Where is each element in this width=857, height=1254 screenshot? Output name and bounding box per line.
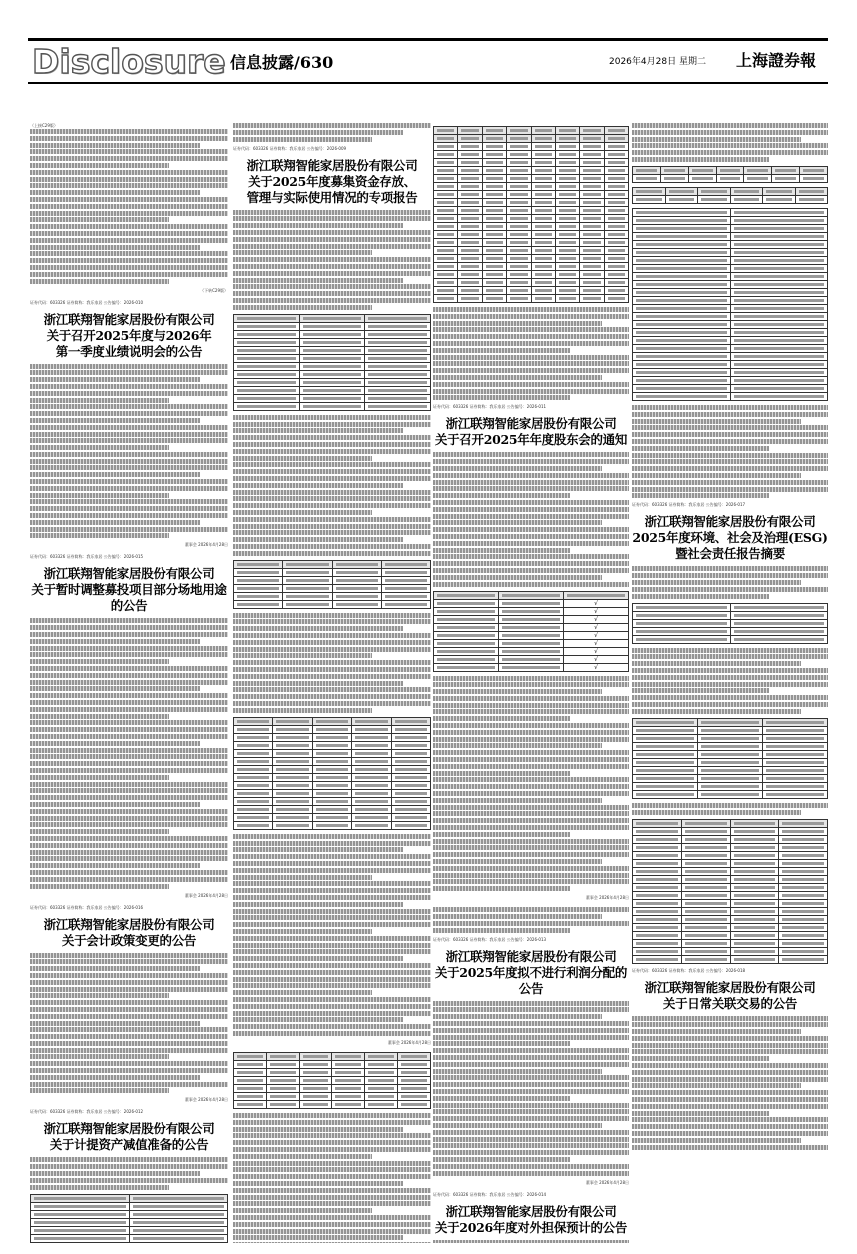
text-block: [233, 210, 431, 310]
data-table: [632, 166, 828, 183]
check-mark: √: [564, 607, 629, 615]
text-block: [30, 129, 228, 284]
announcement-meta: 证券代码：603326 证券简称：我乐家居 公告编号：2026-017: [632, 502, 746, 508]
check-mark: √: [564, 655, 629, 663]
signature: 董事会 2026年4月28日: [184, 1097, 228, 1103]
check-mark: √: [564, 639, 629, 647]
data-table: [632, 187, 828, 204]
signature: 董事会 2026年4月28日: [387, 1039, 431, 1045]
text-block: [433, 307, 629, 400]
text-block: [30, 1157, 228, 1189]
signature: 董事会 2026年4月28日: [184, 892, 228, 898]
company-info-table: [632, 208, 828, 401]
announcement-meta: 证券代码：603326 证券简称：我乐家居 公告编号：2026-015: [30, 554, 144, 560]
signature: 董事会 2026年4月28日: [184, 542, 228, 548]
text-block: [433, 907, 629, 932]
announcement-meta: 证券代码：603326 证券简称：我乐家居 公告编号：2026-011: [433, 404, 547, 410]
data-table: [632, 819, 828, 964]
text-block: [632, 123, 828, 162]
announcement-meta: 证券代码：603326 证券简称：我乐家居 公告编号：2026-018: [632, 967, 746, 973]
announcement-meta: 证券代码：603326 证券简称：我乐家居 公告编号：2026-016: [30, 904, 144, 910]
announcement-title: 浙江联翔智能家居股份有限公司 关于2025年度募集资金存放、 管理与实际使用情况的专项报告: [246, 157, 418, 205]
announcement-title: 浙江联翔智能家居股份有限公司 关于召开2025年年度股东会的通知: [434, 416, 628, 448]
text-block: [632, 648, 828, 714]
masthead-bottom-rule: [28, 82, 828, 84]
masthead-top-rule: [28, 38, 828, 41]
check-mark: √: [564, 663, 629, 671]
announcement-title: 浙江联翔智能家居股份有限公司 关于计提资产减值准备的公告: [43, 1121, 215, 1153]
text-block: [233, 123, 431, 142]
masthead: [28, 38, 828, 86]
text-block: [233, 1113, 431, 1243]
check-mark: √: [564, 623, 629, 631]
column-1: [30, 123, 228, 1243]
text-block: [433, 452, 629, 586]
signature: 董事会 2026年4月28日: [585, 1179, 629, 1185]
text-block: [30, 618, 228, 888]
column-4: [632, 123, 828, 1243]
text-block: [233, 415, 431, 556]
brand-wordmark: Disclosure: [32, 42, 226, 81]
column-3: [433, 123, 629, 1243]
signature: 董事会 2026年4月28日: [585, 895, 629, 901]
text-block: [433, 1001, 629, 1176]
continued-note: （上接C29版）: [30, 123, 58, 128]
announcement-title: 浙江联翔智能家居股份有限公司 关于日常关联交易的公告: [644, 979, 816, 1011]
section-title: 信息披露/630: [230, 53, 334, 72]
text-block: [632, 1016, 828, 1150]
data-table: [233, 560, 431, 609]
check-mark: √: [564, 631, 629, 639]
text-block: [632, 405, 828, 498]
check-mark: √: [564, 599, 629, 607]
text-block: [233, 834, 431, 1036]
data-table: [632, 718, 828, 799]
text-block: [233, 613, 431, 713]
data-table: [433, 126, 629, 303]
data-table: [233, 314, 431, 411]
text-block: [30, 953, 228, 1094]
announcement-meta: 证券代码：603326 证券简称：我乐家居 公告编号：2026-010: [30, 299, 144, 305]
text-block: [30, 364, 228, 539]
issue-date: 2026年4月28日 星期二: [609, 57, 706, 67]
announcement-meta: 证券代码：603326 证券简称：我乐家居 公告编号：2026-013: [433, 936, 547, 942]
signature: （下转C29版）: [200, 287, 228, 293]
announcement-title: 浙江联翔智能家居股份有限公司 关于2026年度对外担保预计的公告: [434, 1203, 628, 1235]
proposal-table: [433, 591, 629, 672]
text-block: [433, 1240, 629, 1243]
data-table: [233, 717, 431, 830]
data-table: [30, 1194, 228, 1243]
data-table: [233, 1052, 431, 1109]
announcement-title: 浙江联翔智能家居股份有限公司 2025年度环境、社会及治理(ESG) 暨社会责任报告摘要: [632, 514, 828, 562]
announcement-title: 浙江联翔智能家居股份有限公司 关于会计政策变更的公告: [43, 916, 215, 948]
check-mark: √: [564, 615, 629, 623]
announcement-meta: 证券代码：603326 证券简称：我乐家居 公告编号：2026-012: [30, 1109, 144, 1115]
data-table: [632, 603, 828, 644]
announcement-meta: 证券代码：603326 证券简称：我乐家居 公告编号：2026-009: [233, 145, 347, 151]
announcement-title: 浙江联翔智能家居股份有限公司 关于召开2025年度与2026年 第一季度业绩说明会的公告: [43, 311, 215, 359]
newspaper-name: 上海證券報: [736, 51, 817, 70]
check-mark: √: [564, 647, 629, 655]
text-block: [632, 566, 828, 598]
announcement-title: 浙江联翔智能家居股份有限公司 关于2025年度拟不进行利润分配的 公告: [434, 948, 628, 996]
text-block: [433, 676, 629, 892]
announcement-title: 浙江联翔智能家居股份有限公司 关于暂时调整募投项目部分场地用途 的公告: [31, 566, 227, 614]
text-block: [632, 803, 828, 815]
announcement-meta: 证券代码：603326 证券简称：我乐家居 公告编号：2026-014: [433, 1191, 547, 1197]
column-2: [233, 123, 431, 1243]
